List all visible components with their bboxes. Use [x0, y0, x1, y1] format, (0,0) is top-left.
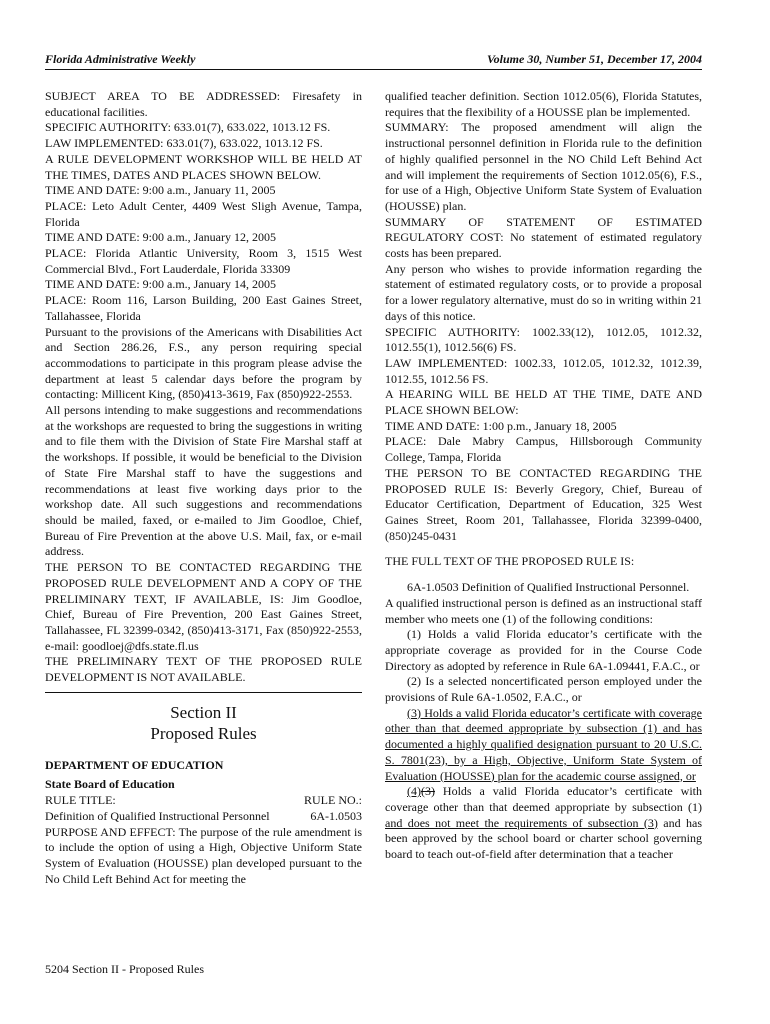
preliminary-text-note: THE PRELIMINARY TEXT OF THE PROPOSED RULE DEVELOPMENT IS NOT AVAILABLE.	[45, 654, 362, 685]
place-1: PLACE: Leto Adult Center, 4409 West Sligh Avenue, Tampa, Florida	[45, 198, 362, 229]
condition-4	[385, 784, 702, 863]
right-column	[385, 89, 702, 863]
section-title: Proposed Rules	[150, 723, 257, 743]
condition-1: (1) Holds a valid Florida educator’s certificate with the appropriate coverage as provided for in the Course Code Directory as adopted by reference in Rule 6A-1.09441, F.A.C., or	[385, 627, 702, 673]
rule-title-label: RULE TITLE:	[45, 793, 116, 808]
ada-notice: Pursuant to the provisions of the Americans with Disabilities Act and Section 286.26, F.S., any person requiring special accommodations to participate in this program please advise the department at least 5 calendar days before the program by contacting: Millicent King, (850)413-3619, Fax (850)922-2553.	[45, 324, 362, 402]
condition-4-text-b: and has been approved by the school board or charter school governing board to teach out-of-field after determination that a teacher	[385, 815, 702, 862]
regulatory-cost-info: Any person who wishes to provide information regarding the statement of estimated regulatory costs, or to provide a proposal for a lower regulatory alternative, must do so in writing within 21 days of this notice.	[385, 261, 702, 323]
workshop-notice: A RULE DEVELOPMENT WORKSHOP WILL BE HELD AT THE TIMES, DATES AND PLACES SHOWN BELOW.	[45, 151, 362, 182]
hearing-notice: A HEARING WILL BE HELD AT THE TIME, DATE AND PLACE SHOWN BELOW:	[385, 387, 702, 418]
rule-number: 6A-1.0503	[310, 808, 362, 823]
rule-intro: A qualified instructional person is defined as an instructional staff member who meets one (1) of the following conditions:	[385, 595, 702, 626]
law-implemented: LAW IMPLEMENTED: 633.01(7), 633.022, 1013.12 FS.	[45, 136, 323, 151]
section-rule	[45, 692, 362, 693]
rule-label-row	[45, 793, 362, 809]
department-heading: DEPARTMENT OF EDUCATION	[45, 757, 224, 772]
place-3: PLACE: Room 116, Larson Building, 200 East Gaines Street, Tallahassee, Florida	[45, 293, 362, 323]
specific-authority: SPECIFIC AUTHORITY: 633.01(7), 633.022, 1013.12 FS.	[45, 120, 331, 135]
running-header-volume: Volume 30, Number 51, December 17, 2004	[487, 52, 702, 66]
section-number: Section II	[170, 702, 237, 722]
time-date-3: TIME AND DATE: 9:00 a.m., January 14, 2005	[45, 277, 276, 292]
rule-value-row	[45, 809, 362, 825]
specific-authority-2: SPECIFIC AUTHORITY: 1002.33(12), 1012.05, 1012.32, 1012.55(1), 1012.56(6) FS.	[385, 324, 702, 355]
summary: SUMMARY: The proposed amendment will align the instructional personnel definition in Florida rule to the definition of highly qualified personnel in the NO Child Left Behind Act and will implement the requirements of Section 1012.05(6), F.S., for use of a High, Objective Uniform State System of Evaluation (HOUSSE) plan.	[385, 120, 702, 213]
section-heading	[45, 702, 362, 744]
condition-4-deleted-number: (3)	[421, 784, 435, 799]
law-implemented-2: LAW IMPLEMENTED: 1002.33, 1012.05, 1012.32, 1012.39, 1012.55, 1012.56 FS.	[385, 355, 702, 386]
rule-contact-person: THE PERSON TO BE CONTACTED REGARDING THE PROPOSED RULE IS: Beverly Gregory, Chief, Bureau of Educator Certification, Department of Education, 325 West Gaines Street, Room 201, Tallahassee, Florida 32399-0400, (850)245-0431	[385, 465, 702, 543]
condition-4-new-number: (4)	[407, 784, 421, 799]
board-heading: State Board of Education	[45, 777, 175, 792]
left-column	[45, 89, 362, 887]
full-text-heading: THE FULL TEXT OF THE PROPOSED RULE IS:	[385, 554, 635, 569]
page-footer: 5204 Section II - Proposed Rules	[45, 962, 204, 976]
hearing-place: PLACE: Dale Mabry Campus, Hillsborough Community College, Tampa, Florida	[385, 434, 702, 465]
hearing-time-date: TIME AND DATE: 1:00 p.m., January 18, 2005	[385, 418, 617, 433]
purpose-continued: qualified teacher definition. Section 1012.05(6), Florida Statutes, requires that the flexibility of a HOUSSE plan be implemented.	[385, 89, 702, 119]
time-date-1: TIME AND DATE: 9:00 a.m., January 11, 2005	[45, 183, 276, 198]
rule-text-heading: 6A-1.0503 Definition of Qualified Instructional Personnel.	[407, 580, 690, 595]
time-date-2: TIME AND DATE: 9:00 a.m., January 12, 2005	[45, 230, 276, 245]
regulatory-cost-summary: SUMMARY OF STATEMENT OF ESTIMATED REGULATORY COST: No statement of estimated regulatory costs has been prepared.	[385, 214, 702, 261]
running-header-journal: Florida Administrative Weekly	[45, 52, 196, 66]
rule-no-label: RULE NO.:	[304, 793, 362, 808]
header-rule	[45, 69, 702, 70]
subject-area: SUBJECT AREA TO BE ADDRESSED: Firesafety in educational facilities.	[45, 89, 362, 119]
condition-4-text-a: Holds a valid Florida educator’s certificate with coverage other than that deemed appropriate by subsection (1)	[385, 784, 702, 814]
purpose-effect: PURPOSE AND EFFECT: The purpose of the rule amendment is to include the option of using a High, Objective Uniform State System of Evaluation (HOUSSE) plan developed pursuant to the No Child Left Behind Act for meeting the	[45, 824, 362, 886]
condition-2: (2) Is a selected noncertificated person employed under the provisions of Rule 6A-1.0502, F.A.C., or	[385, 674, 702, 705]
contact-person: THE PERSON TO BE CONTACTED REGARDING THE PROPOSED RULE DEVELOPMENT AND A COPY OF THE PRELIMINARY TEXT, IF AVAILABLE, IS: Jim Goodloe, Chief, Bureau of Fire Prevention, 200 East Gaines Street, Tallahassee, FL 32399-0342, (850)413-3171, Fax (850)922-2553, e-mail: goodloej@dfs.state.fl.us	[45, 560, 362, 653]
suggestions-paragraph: All persons intending to make suggestions and recommendations at the workshops are requested to bring the suggestions in writing and to file them with the Division of State Fire Marshal staff at the workshops. If possible, it would be beneficial to the Division of State Fire Marshal staff to have the suggestions and recommendations at least five working days prior to the workshop date. All such suggestions and recommendations should be mailed, faxed, or e-mailed to Jim Goodloe, Chief, Bureau of Fire Prevention at the above U.S. Mail, fax, or e-mail address.	[45, 403, 362, 559]
condition-4-added-text: and does not meet the requirements of subsection (3)	[385, 815, 658, 830]
place-2: PLACE: Florida Atlantic University, Room 3, 1515 West Commercial Blvd., Fort Lauderdale, Florida 33309	[45, 246, 362, 276]
rule-title: Definition of Qualified Instructional Personnel	[45, 808, 270, 823]
condition-3-added: (3) Holds a valid Florida educator’s certificate with coverage other than that deemed appropriate by subsection (1) and has documented a highly qualified designation pursuant to 20 U.S.C. S. 7801(23), by a High, Objective, Uniform State System of Evaluation (HOUSSE) plan for the academic course assigned, or	[385, 705, 702, 783]
